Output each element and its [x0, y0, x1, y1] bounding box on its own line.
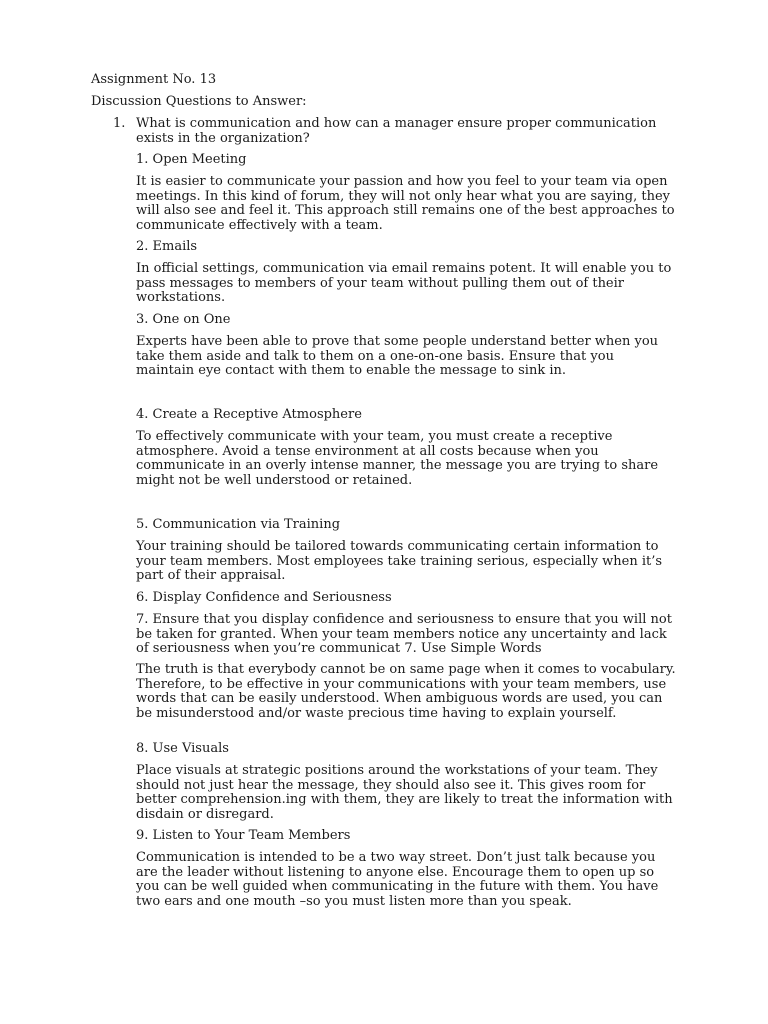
section-body-simple-words: The truth is that everybody cannot be on same page when it comes to vocabulary. Therefore, to be effective in your communications with your team members, use words that can be easily understood. When ambiguous words are used, you can be misunderstood and/or waste precious time having to explain yourself.	[136, 662, 676, 721]
discussion-subtitle: Discussion Questions to Answer:	[91, 94, 307, 109]
section-heading-one-on-one: 3. One on One	[136, 312, 231, 327]
section-heading-visuals: 8. Use Visuals	[136, 741, 229, 756]
section-heading-listen: 9. Listen to Your Team Members	[136, 828, 351, 843]
section-body-confidence: 7. Ensure that you display confidence and seriousness to ensure that you will not be taken for granted. When your team members notice any uncertainty and lack of seriousness when you’re communicat 7. Use Simple Words	[136, 612, 672, 656]
question-text: What is communication and how can a manager ensure proper communication exists in the organization?	[136, 116, 657, 146]
section-body-emails: In official settings, communication via email remains potent. It will enable you to pass messages to members of your team without pulling them out of their workstations.	[136, 261, 672, 305]
section-heading-emails: 2. Emails	[136, 239, 198, 254]
section-heading-confidence: 6. Display Confidence and Seriousness	[136, 590, 392, 605]
question-number: 1.	[113, 116, 126, 131]
section-body-one-on-one: Experts have been able to prove that some people understand better when you take them aside and talk to them on a one-on-one basis. Ensure that you maintain eye contact with them to enable the message to sink in.	[136, 334, 659, 378]
section-body-listen: Communication is intended to be a two way street. Don’t just talk because you are the leader without listening to anyone else. Encourage them to open up so you can be well guided when communicating in the future with them. You have two ears and one mouth –so you must listen more than you speak.	[136, 850, 659, 909]
section-heading-receptive-atmosphere: 4. Create a Receptive Atmosphere	[136, 407, 362, 422]
assignment-title: Assignment No. 13	[91, 72, 217, 87]
section-body-receptive-atmosphere: To effectively communicate with your team, you must create a receptive atmosphere. Avoid a tense environment at all costs because when you communicate in an overly intense manner, the message you are trying to share might not be well understood or retained.	[136, 429, 659, 488]
section-body-visuals: Place visuals at strategic positions around the workstations of your team. They should not just hear the message, they should also see it. This gives room for better comprehension.ing with them, they are likely to treat the information with disdain or disregard.	[136, 763, 673, 822]
section-heading-open-meeting: 1. Open Meeting	[136, 152, 247, 167]
section-body-training: Your training should be tailored towards communicating certain information to your team members. Most employees take training serious, especially when it’s part of their appraisal.	[136, 539, 663, 583]
section-heading-training: 5. Communication via Training	[136, 517, 341, 532]
section-body-open-meeting: It is easier to communicate your passion and how you feel to your team via open meetings. In this kind of forum, they will not only hear what you are saying, they will also see and feel it. This approach still remains one of the best approaches to communicate effectively with a team.	[136, 174, 675, 233]
